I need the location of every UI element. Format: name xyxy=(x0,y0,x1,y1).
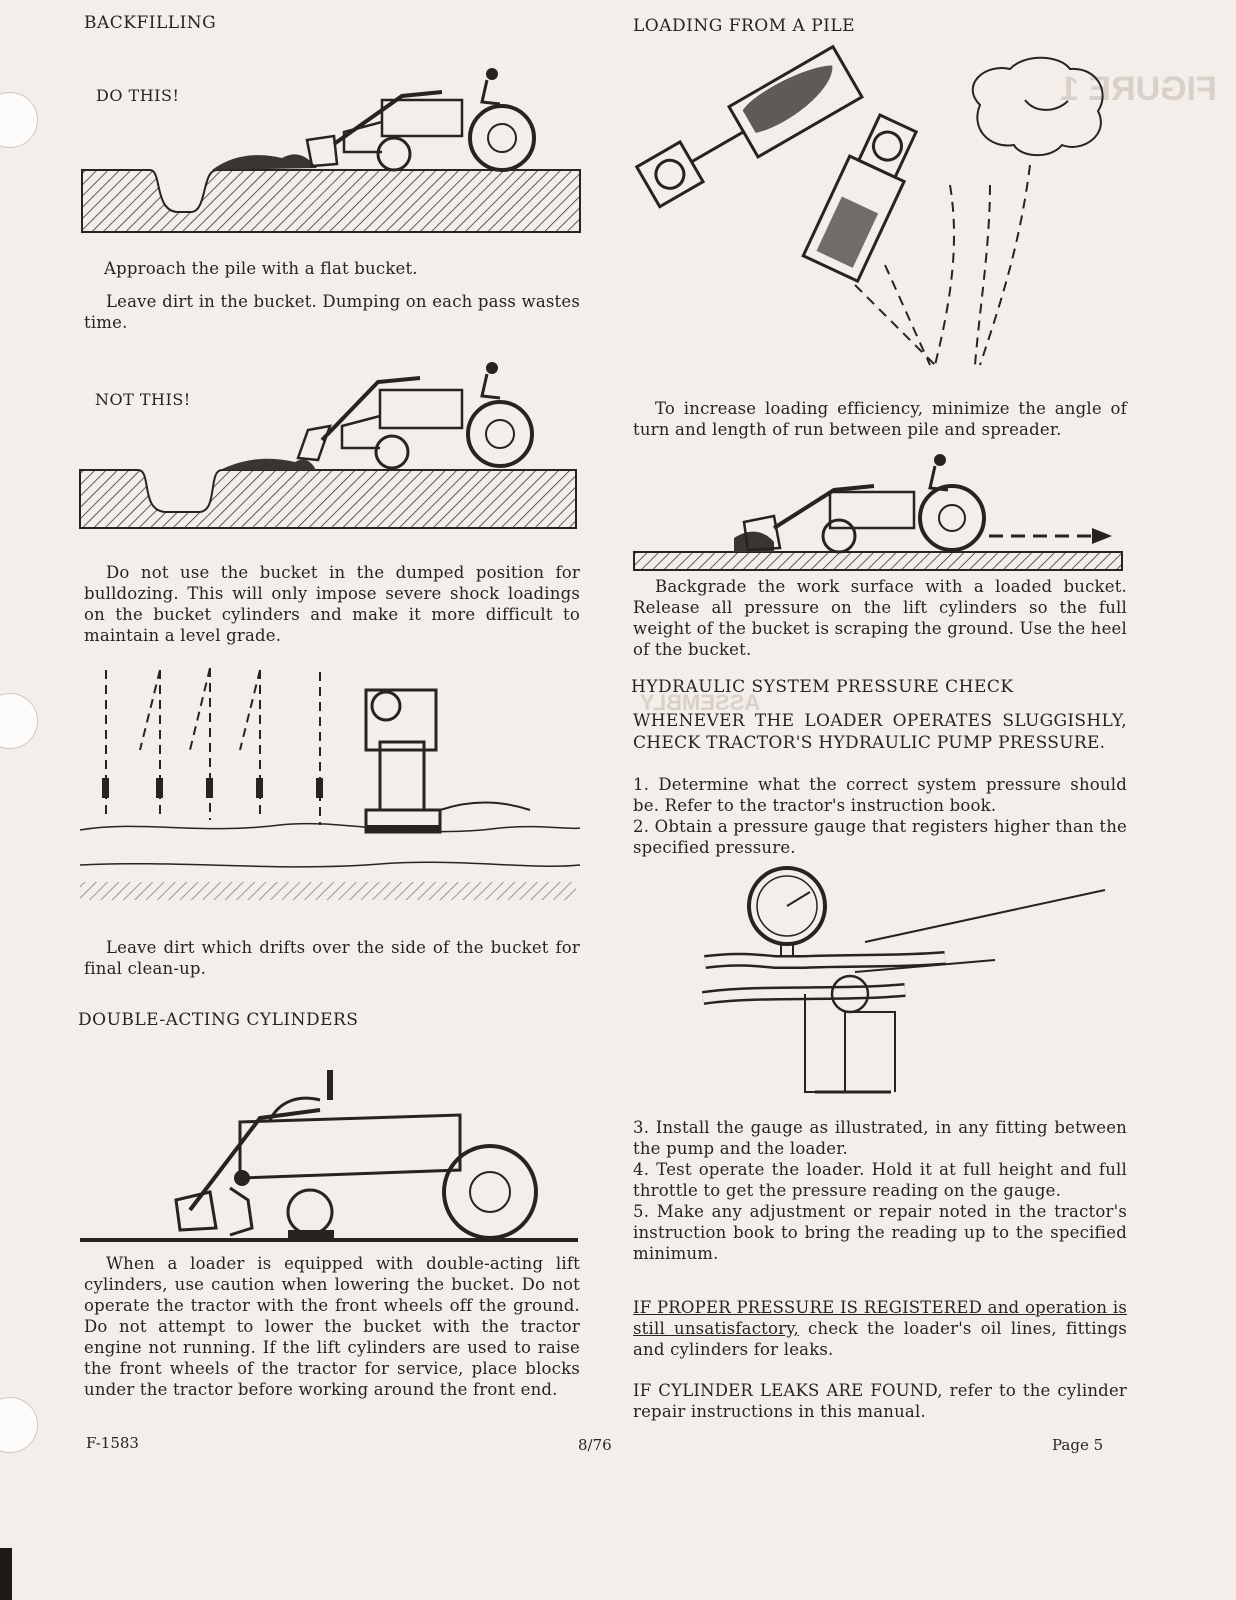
binder-hole xyxy=(0,1397,38,1453)
pressure-check-steps-1-2 xyxy=(633,774,1127,858)
loading-efficiency-tip-text: To increase loading efficiency, minimize the angle of turn and length of run between pile and spreader. xyxy=(633,399,1127,439)
loading-efficiency-tip xyxy=(633,398,1127,440)
binder-hole xyxy=(0,693,38,749)
backfill-tip-2-text: Leave dirt in the bucket. Dumping on each pass wastes time. xyxy=(84,292,580,332)
show-through-text: FIGURE 1 xyxy=(1060,70,1217,108)
backfill-incorrect-illustration xyxy=(80,360,580,535)
cylinder-leaks-condition: IF CYLINDER LEAKS ARE FOUND, xyxy=(633,1381,943,1400)
hydraulic-heading: HYDRAULIC SYSTEM PRESSURE CHECK xyxy=(631,677,1014,697)
double-acting-heading: DOUBLE-ACTING CYLINDERS xyxy=(78,1010,359,1030)
double-acting-illustration xyxy=(80,1060,580,1265)
bulldozing-warning-text: Do not use the bucket in the dumped position for bulldozing. This will only impose severe shock loadings on the bucket cylinders and make it more difficult to maintain a level grade. xyxy=(84,563,580,645)
backfill-tip-1: Approach the pile with a flat bucket. xyxy=(104,259,418,278)
backfilling-heading: BACKFILLING xyxy=(84,13,217,33)
cylinder-leaks-action: refer to the cylinder repair instructions in this manual. xyxy=(633,1381,1127,1421)
double-acting-warning-text: When a loader is equipped with double-acting lift cylinders, use caution when lowering the bucket. Do not operate the tractor with the front wheels off the ground. Do not attempt to lower the bucket with the tractor engine not running. If the lift cylinders are used to raise the front wheels of the tractor for service, place blocks under the tractor before working around the front end. xyxy=(84,1254,580,1399)
loading-pile-heading: LOADING FROM A PILE xyxy=(633,16,856,36)
do-this-label: DO THIS! xyxy=(96,86,180,105)
drift-cleanup-tip xyxy=(84,937,580,979)
step-2: 2. Obtain a pressure gauge that registers higher than the specified pressure. xyxy=(633,817,1127,857)
step-4: 4. Test operate the loader. Hold it at full height and full throttle to get the pressure reading on the gauge. xyxy=(633,1160,1127,1200)
bulldozing-warning xyxy=(84,562,580,646)
cylinder-leaks-paragraph xyxy=(633,1380,1127,1422)
proper-pressure-condition: IF PROPER PRESSURE IS REGISTERED and operation is still unsatisfactory, xyxy=(633,1298,1127,1338)
proper-pressure-paragraph xyxy=(633,1297,1127,1360)
step-5: 5. Make any adjustment or repair noted in the tractor's instruction book to bring the reading up to the specified minimum. xyxy=(633,1202,1127,1263)
drift-cleanup-illustration xyxy=(80,660,580,925)
not-this-label: NOT THIS! xyxy=(95,390,191,409)
pressure-check-steps-3-5 xyxy=(633,1117,1127,1264)
pressure-gauge-illustration xyxy=(695,862,1115,1102)
drift-cleanup-tip-text: Leave dirt which drifts over the side of the bucket for final clean-up. xyxy=(84,938,580,978)
page-number: Page 5 xyxy=(1052,1436,1104,1454)
backfill-tip-2 xyxy=(84,291,580,333)
proper-pressure-note xyxy=(633,1297,1127,1360)
form-number: F-1583 xyxy=(86,1434,139,1452)
backfill-correct-illustration xyxy=(82,60,582,240)
show-through-text: ASSEMBLY xyxy=(640,690,761,715)
proper-pressure-action: check the loader's oil lines, fittings and cylinders for leaks. xyxy=(633,1319,1127,1359)
scan-edge xyxy=(0,1548,12,1600)
print-date: 8/76 xyxy=(578,1436,612,1454)
step-3: 3. Install the gauge as illustrated, in any fitting between the pump and the loader. xyxy=(633,1118,1127,1158)
backgrade-tip xyxy=(633,576,1127,660)
sluggish-warning: WHENEVER THE LOADER OPERATES SLUGGISHLY, CHECK TRACTOR'S HYDRAULIC PUMP PRESSURE. xyxy=(633,711,1127,753)
step-1: 1. Determine what the correct system pressure should be. Refer to the tractor's instruction book. xyxy=(633,775,1127,815)
binder-hole xyxy=(0,92,38,148)
loading-pattern-illustration xyxy=(630,45,1130,375)
backgrade-illustration xyxy=(634,452,1124,577)
cylinder-leaks-note xyxy=(633,1380,1127,1422)
backgrade-tip-text: Backgrade the work surface with a loaded bucket. Release all pressure on the lift cylinders so the full weight of the bucket is scraping the ground. Use the heel of the bucket. xyxy=(633,577,1127,659)
double-acting-warning xyxy=(84,1253,580,1400)
